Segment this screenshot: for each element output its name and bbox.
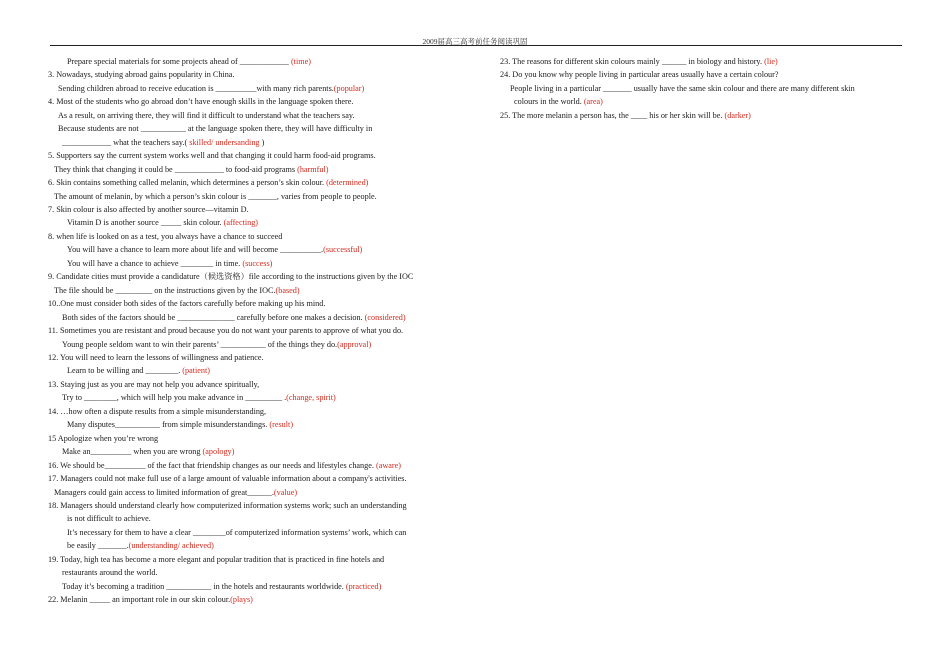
exercise-text: Young people seldom want to win their parents’ ___________ of the things they do. — [62, 339, 338, 349]
exercise-text: Make an__________ when you are wrong — [62, 447, 203, 457]
answer-text: skilled/ undersanding — [189, 137, 260, 147]
exercise-line — [48, 190, 450, 203]
exercise-text: 10..One must consider both sides of the factors carefully before making up his mind. — [48, 299, 326, 309]
exercise-text: 5. Supporters say the current system works well and that changing it could harm food-aid programs. — [48, 151, 376, 161]
exercise-line — [48, 136, 450, 149]
exercise-line — [48, 109, 450, 122]
exercise-line — [48, 257, 450, 270]
exercise-line — [48, 566, 450, 579]
exercise-line — [48, 459, 450, 472]
exercise-line — [48, 553, 450, 566]
exercise-text: Both sides of the factors should be ______________ carefully before one makes a decision. — [62, 312, 365, 322]
exercise-line — [500, 109, 902, 122]
exercise-text: The file should be _________ on the instructions given by the IOC. — [54, 285, 276, 295]
answer-text: (practiced) — [345, 581, 382, 591]
answer-text: (success) — [242, 258, 273, 268]
exercise-line — [48, 243, 450, 256]
exercise-text: 8. when life is looked on as a test, you always have a chance to succeed — [48, 231, 283, 241]
exercise-text: 6. Skin contains something called melanin, which determines a person’s skin colour. — [48, 178, 327, 188]
exercise-text: is not difficult to achieve. — [67, 514, 151, 524]
exercise-text-tail: ) — [259, 137, 265, 147]
exercise-text: 24. Do you know why people living in particular areas usually have a certain colour? — [500, 70, 779, 80]
answer-text: (harmful) — [297, 164, 329, 174]
answer-text: (time) — [290, 57, 311, 66]
exercise-text: Managers could gain access to limited information of great______. — [54, 487, 274, 497]
page-header: 2009届高三高考前任务阅读巩固 — [422, 37, 528, 46]
exercise-line — [500, 55, 902, 68]
exercise-text: 22. Melanin _____ an important role in our skin colour. — [48, 595, 231, 605]
exercise-line — [48, 311, 450, 324]
answer-text: (patient) — [182, 366, 211, 376]
exercise-text: be easily _______. — [67, 541, 129, 551]
exercise-line — [48, 472, 450, 485]
exercise-line — [48, 324, 450, 337]
exercise-text: 19. Today, high tea has become a more elegant and popular tradition that is practiced in fine hotels and — [48, 554, 385, 564]
exercise-text: 12. You will need to learn the lessons of willingness and patience. — [48, 352, 264, 362]
answer-text: (understanding/ achieved) — [128, 541, 214, 551]
exercise-line — [48, 55, 450, 68]
exercise-text: It’s necessary for them to have a clear ________of computerized information systems’ work, which can — [67, 527, 407, 537]
exercise-line — [48, 216, 450, 229]
exercise-text: The amount of melanin, by which a person’s skin colour is _______, varies from people to people. — [54, 191, 377, 201]
exercise-text: 4. Most of the students who go abroad don’t have enough skills in the language spoken there. — [48, 97, 354, 107]
answer-text: (aware) — [375, 460, 401, 470]
answer-text: (value) — [273, 487, 298, 497]
exercise-line — [48, 580, 450, 593]
exercise-line — [48, 364, 450, 377]
exercise-text: Because students are not ___________ at the language spoken there, they will have difficulty in — [58, 124, 373, 134]
exercise-line — [48, 68, 450, 81]
answer-text: (result) — [269, 420, 294, 430]
answer-text: (considered) — [364, 312, 406, 322]
answer-text: (successful) — [323, 245, 363, 255]
exercise-text: 3. Nowadays, studying abroad gains popularity in China. — [48, 70, 235, 80]
exercise-text: You will have a chance to achieve ________ in time. — [67, 258, 243, 268]
exercise-line — [48, 499, 450, 512]
exercise-text: ____________ what the teachers say.( — [62, 137, 190, 147]
exercise-text: 15 Apologize when you’re wrong — [48, 433, 159, 443]
header-rule — [50, 45, 902, 46]
answer-text: (lie) — [764, 57, 778, 66]
answer-text: (area) — [583, 97, 603, 107]
answer-text: (change, spirit) — [286, 393, 336, 403]
answer-text: (determined) — [326, 178, 369, 188]
answer-text: (popular) — [333, 83, 365, 93]
exercise-text: 18. Managers should understand clearly how computerized information systems work; such an understanding — [48, 500, 407, 510]
exercise-line — [48, 297, 450, 310]
answer-text: (plays) — [230, 595, 253, 605]
exercise-line — [48, 163, 450, 176]
exercise-text: 13. Staying just as you are may not help you advance spiritually, — [48, 379, 260, 389]
exercise-text: You will have a chance to learn more about life and will become __________. — [67, 245, 324, 255]
exercise-line — [48, 432, 450, 445]
exercise-text: 14. …how often a dispute results from a simple misunderstanding, — [48, 406, 267, 416]
exercise-line — [48, 149, 450, 162]
exercise-text: 16. We should be__________ of the fact that friendship changes as our needs and lifestyles change. — [48, 460, 376, 470]
exercise-line — [48, 95, 450, 108]
exercise-line — [500, 68, 902, 81]
exercise-text: Today it’s becoming a tradition ___________ in the hotels and restaurants worldwide. — [62, 581, 346, 591]
answer-text: (based) — [275, 285, 300, 295]
exercise-line — [48, 203, 450, 216]
exercise-text: 11. Sometimes you are resistant and proud because you do not want your parents to approve of what you do. — [48, 326, 404, 336]
exercise-text: They think that changing it could be ____________ to food-aid programs — [54, 164, 298, 174]
exercise-line — [48, 82, 450, 95]
exercise-line — [48, 351, 450, 364]
exercise-line — [48, 284, 450, 297]
answer-text: (apology) — [202, 447, 235, 457]
exercise-line — [48, 486, 450, 499]
answer-text: (affecting) — [223, 218, 259, 228]
exercise-text: Sending children abroad to receive education is __________with many rich parents. — [58, 83, 334, 93]
exercise-line — [48, 338, 450, 351]
exercise-text: colours in the world. — [514, 97, 584, 107]
exercise-text: 25. The more melanin a person has, the ____ his or her skin will be. — [500, 110, 725, 120]
exercise-line — [48, 526, 450, 539]
exercise-text: restaurants around the world. — [62, 568, 158, 578]
exercise-line — [48, 405, 450, 418]
answer-text: (approval) — [337, 339, 372, 349]
exercise-text: Vitamin D is another source _____ skin colour. — [67, 218, 224, 228]
exercise-text: Try to ________, which will help you make advance in _________ . — [62, 393, 287, 403]
exercise-line — [48, 445, 450, 458]
right-column — [500, 55, 902, 122]
exercise-line — [48, 593, 450, 606]
exercise-line — [48, 418, 450, 431]
exercise-line — [48, 230, 450, 243]
exercise-text: 9. Candidate cities must provide a candidature（候选资格）file according to the instructions given by the IOC — [48, 272, 414, 282]
exercise-text: Many disputes___________ from simple misunderstandings. — [67, 420, 270, 430]
exercise-text: Prepare special materials for some projects ahead of ____________ — [67, 57, 291, 66]
exercise-line — [48, 176, 450, 189]
left-column — [48, 55, 450, 607]
exercise-text: 23. The reasons for different skin colours mainly ______ in biology and history. — [500, 57, 765, 66]
exercise-text: 17. Managers could not make full use of a large amount of valuable information about a company's activities. — [48, 474, 407, 484]
exercise-line — [500, 82, 902, 95]
exercise-text: Learn to be willing and ________. — [67, 366, 183, 376]
exercise-line — [500, 95, 902, 108]
exercise-line — [48, 378, 450, 391]
exercise-line — [48, 512, 450, 525]
answer-text: (darker) — [724, 110, 751, 120]
exercise-text: 7. Skin colour is also affected by another source—vitamin D. — [48, 204, 249, 214]
exercise-line — [48, 122, 450, 135]
exercise-text: As a result, on arriving there, they will find it difficult to understand what the teachers say. — [58, 110, 355, 120]
exercise-line — [48, 539, 450, 552]
exercise-line — [48, 391, 450, 404]
exercise-line — [48, 270, 450, 283]
exercise-text: People living in a particular _______ usually have the same skin colour and there are many different skin — [510, 83, 855, 93]
